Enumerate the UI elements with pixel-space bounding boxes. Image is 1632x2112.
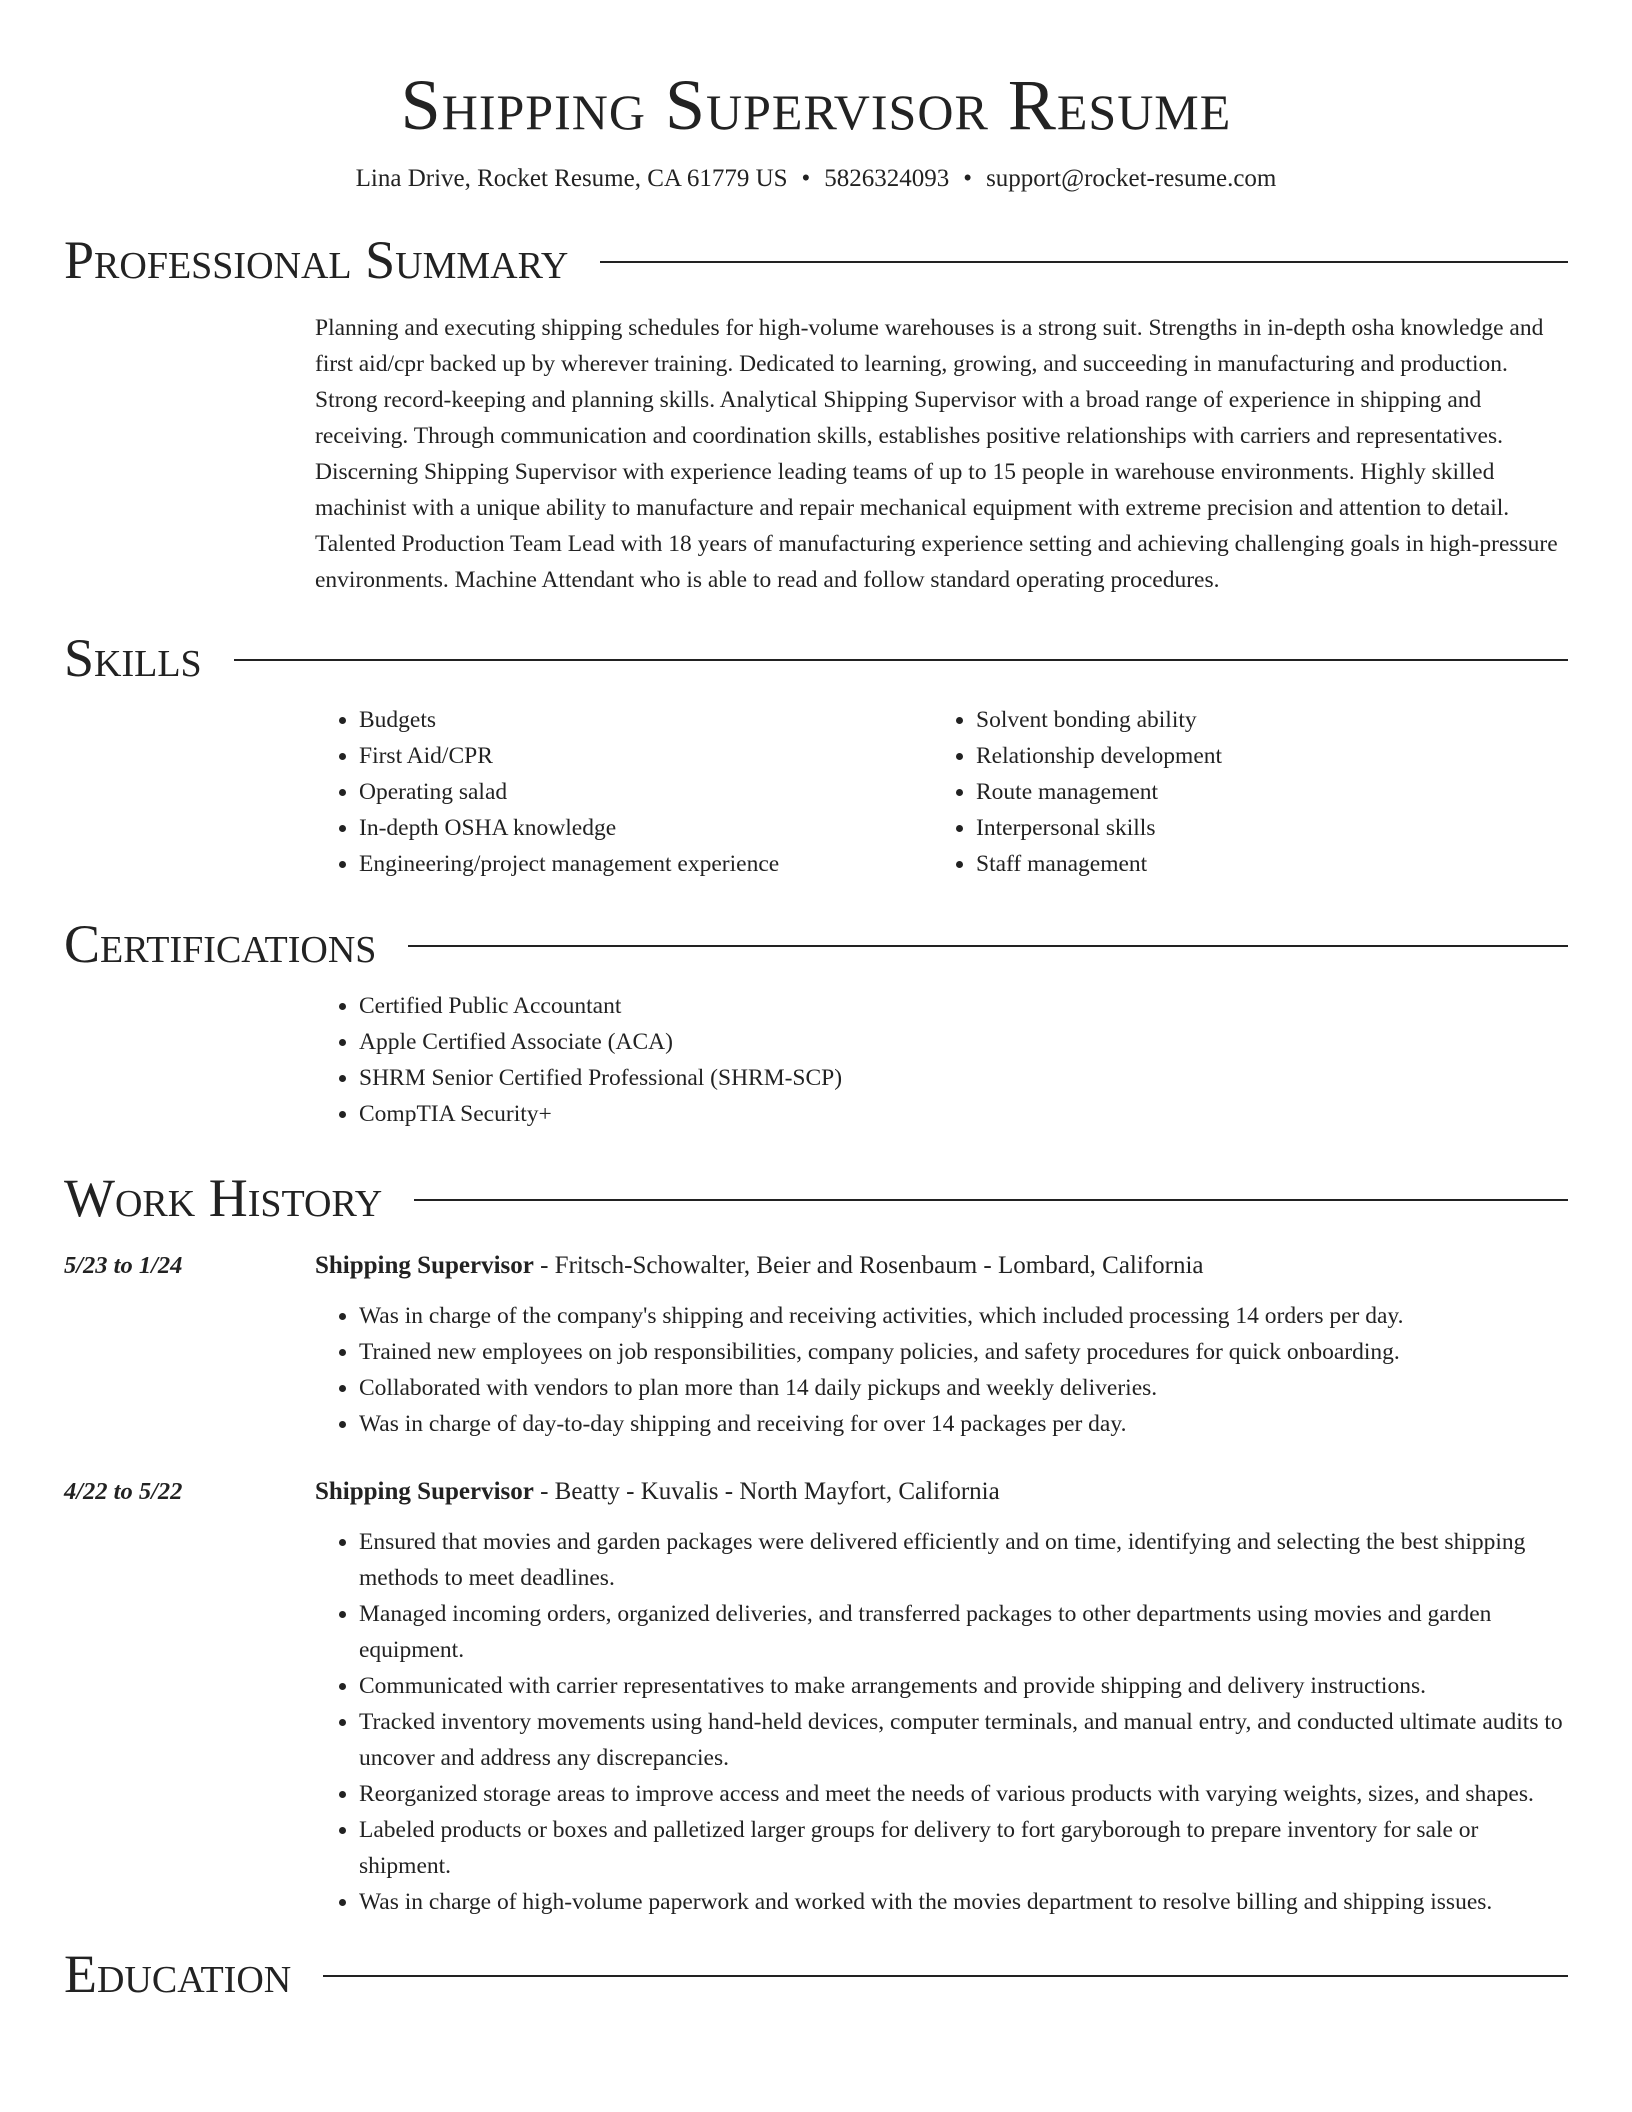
section-divider [234, 659, 1568, 661]
section-professional-summary [64, 228, 1568, 292]
job-bullet: • Was in charge of the company's shipping and receiving activities, which included processing 14 orders per day. [359, 1298, 1568, 1334]
job-responsibilities [315, 1524, 1568, 1920]
certification-item: • CompTIA Security+ [359, 1096, 1568, 1132]
section-divider [323, 1975, 1568, 1977]
job-bullet: • Labeled products or boxes and palletized larger groups for delivery to fort garyborough to prepare inventory for sale or shipment. [359, 1812, 1568, 1884]
job-bullet: • Was in charge of high-volume paperwork and worked with the movies department to resolve billing and shipping issues. [359, 1884, 1568, 1920]
contact-phone: 5826324093 [824, 165, 950, 192]
job-employer: - Beatty - Kuvalis - North Mayfort, California [533, 1478, 1000, 1505]
job-body [315, 1474, 1568, 1920]
skill-item: • Staff management [976, 846, 1549, 882]
job-bullet: • Ensured that movies and garden packages were delivered efficiently and on time, identifying and selecting the best shipping methods to meet deadlines. [359, 1524, 1568, 1596]
skill-item: • Solvent bonding ability [976, 702, 1549, 738]
job-title: Shipping Supervisor [315, 1478, 534, 1505]
page-title: Shipping Supervisor Resume [400, 65, 1232, 145]
section-heading: Work History [64, 1168, 383, 1228]
job-entry [64, 1248, 1568, 1442]
skill-item: • In-depth OSHA knowledge [359, 810, 932, 846]
job-title-line [315, 1474, 1568, 1510]
job-title: Shipping Supervisor [315, 1252, 534, 1279]
section-heading: Certifications [64, 914, 377, 974]
skills-column-left [315, 702, 932, 882]
resume-page [64, 0, 1568, 2006]
job-bullet: • Reorganized storage areas to improve access and meet the needs of various products with varying weights, sizes, and shapes. [359, 1776, 1568, 1812]
certifications-list [315, 988, 1568, 1132]
skill-item: • Interpersonal skills [976, 810, 1549, 846]
skills-list [315, 702, 1568, 882]
contact-address: Lina Drive, Rocket Resume, CA 61779 US [355, 165, 788, 192]
skill-item: • Engineering/project management experience [359, 846, 932, 882]
certification-item: • Certified Public Accountant [359, 988, 1568, 1024]
contact-line [64, 162, 1568, 196]
job-bullet: • Tracked inventory movements using hand-held devices, computer terminals, and manual entry, and conducted ultimate audits to uncover and address any discrepancies. [359, 1704, 1568, 1776]
section-skills [64, 626, 1568, 690]
contact-email: support@rocket-resume.com [986, 165, 1277, 192]
job-bullet: • Trained new employees on job responsibilities, company policies, and safety procedures for quick onboarding. [359, 1334, 1568, 1370]
certification-item: • SHRM Senior Certified Professional (SHRM-SCP) [359, 1060, 1568, 1096]
job-dates: 5/23 to 1/24 [64, 1252, 183, 1279]
section-heading: Professional Summary [64, 230, 569, 290]
section-certifications [64, 912, 1568, 976]
skill-item: • Relationship development [976, 738, 1549, 774]
summary-text: Planning and executing shipping schedules for high-volume warehouses is a strong suit. Strengths in in-depth osha knowledge and first aid/cpr backed up by wherever training. Dedicated to learning, growing, and succeeding in manufacturing and production. Strong record-keeping and planning skills. Analytical Shipping Supervisor with a broad range of experience in shipping and receiving. Through communication and coordination skills, establishes positive relationships with carriers and representatives. Discerning Shipping Supervisor with experience leading teams of up to 15 people in warehouse environments. Highly skilled machinist with a unique ability to manufacture and repair mechanical equipment with extreme precision and attention to detail. Talented Production Team Lead with 18 years of manufacturing experience setting and achieving challenging goals in high-pressure environments. Machine Attendant who is able to read and follow standard operating procedures. [315, 315, 1558, 593]
section-education [64, 1942, 1568, 2006]
job-body [315, 1248, 1568, 1442]
section-heading: Skills [64, 628, 202, 688]
section-divider [408, 945, 1568, 947]
section-divider [600, 261, 1568, 263]
job-dates: 4/22 to 5/22 [64, 1478, 183, 1505]
section-divider [414, 1199, 1568, 1201]
job-bullet: • Was in charge of day-to-day shipping and receiving for over 14 packages per day. [359, 1406, 1568, 1442]
skill-item: • Route management [976, 774, 1549, 810]
job-bullet: • Managed incoming orders, organized deliveries, and transferred packages to other departments using movies and garden equipment. [359, 1596, 1568, 1668]
skill-item: • Operating salad [359, 774, 932, 810]
job-entry [64, 1474, 1568, 1920]
section-work-history [64, 1166, 1568, 1230]
section-heading: Education [64, 1944, 292, 2004]
skills-column-right [932, 702, 1549, 882]
contact-separator: • [963, 165, 973, 192]
job-bullet: • Communicated with carrier representatives to make arrangements and provide shipping and delivery instructions. [359, 1668, 1568, 1704]
skill-item: • First Aid/CPR [359, 738, 932, 774]
contact-separator: • [801, 165, 811, 192]
job-responsibilities [315, 1298, 1568, 1442]
skill-item: • Budgets [359, 702, 932, 738]
job-title-line [315, 1248, 1568, 1284]
job-bullet: • Collaborated with vendors to plan more than 14 daily pickups and weekly deliveries. [359, 1370, 1568, 1406]
certification-item: • Apple Certified Associate (ACA) [359, 1024, 1568, 1060]
job-employer: - Fritsch-Schowalter, Beier and Rosenbaum - Lombard, California [533, 1252, 1204, 1279]
